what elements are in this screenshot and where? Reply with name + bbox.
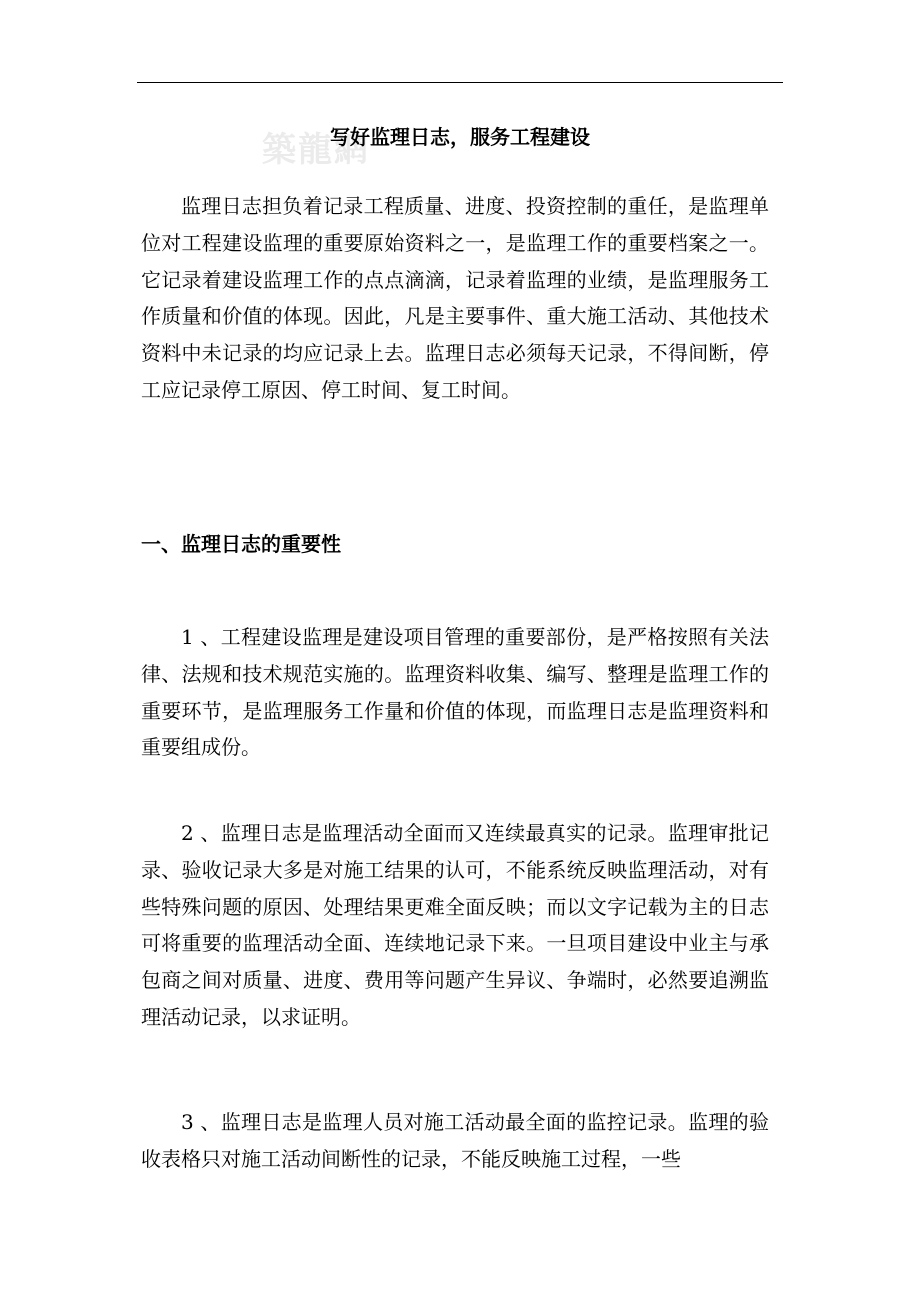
watermark-logo: 築龍網 <box>262 130 370 170</box>
intro-paragraph: 监理日志担负着记录工程质量、进度、投资控制的重任，是监理单位对工程建设监理的重要原始资料之一，是监理工作的重要档案之一。它记录着建设监理工作的点点滴滴，记录着监理的业绩，是监理服务工作质量和价值的体现。因此，凡是主要事件、重大施工活动、其他技术资料中未记录的均应记录上去。监理日志必须每天记录，不得间断，停工应记录停工原因、停工时间、复工时间。 <box>141 194 769 402</box>
list-item: 2 、监理日志是监理活动全面而又连续最真实的记录。监理审批记录、验收记录大多是对施工结果的认可，不能系统反映监理活动，对有些特殊问题的原因、处理结果更难全面反映；而以文字记载为主的日志可将重要的监理活动全面、连续地记录下来。一旦项目建设中业主与承包商之间对质量、进度、费用等问题产生异议、争端时，必然要追溯监理活动记录，以求证明。 <box>141 821 769 1029</box>
header-rule <box>137 82 783 83</box>
list-item: 1 、工程建设监理是建设项目管理的重要部份，是严格按照有关法律、法规和技术规范实施的。监理资料收集、编写、整理是监理工作的重要环节，是监理服务工作量和价值的体现，而监理日志是监理资料和重要组成份。 <box>141 625 769 760</box>
document-title: 写好监理日志，服务工程建设 <box>330 125 590 149</box>
section-heading: 一、监理日志的重要性 <box>141 532 341 556</box>
list-item: 3 、监理日志是监理人员对施工活动最全面的监控记录。监理的验收表格只对施工活动间断性的记录，不能反映施工过程，一些 <box>141 1110 769 1171</box>
